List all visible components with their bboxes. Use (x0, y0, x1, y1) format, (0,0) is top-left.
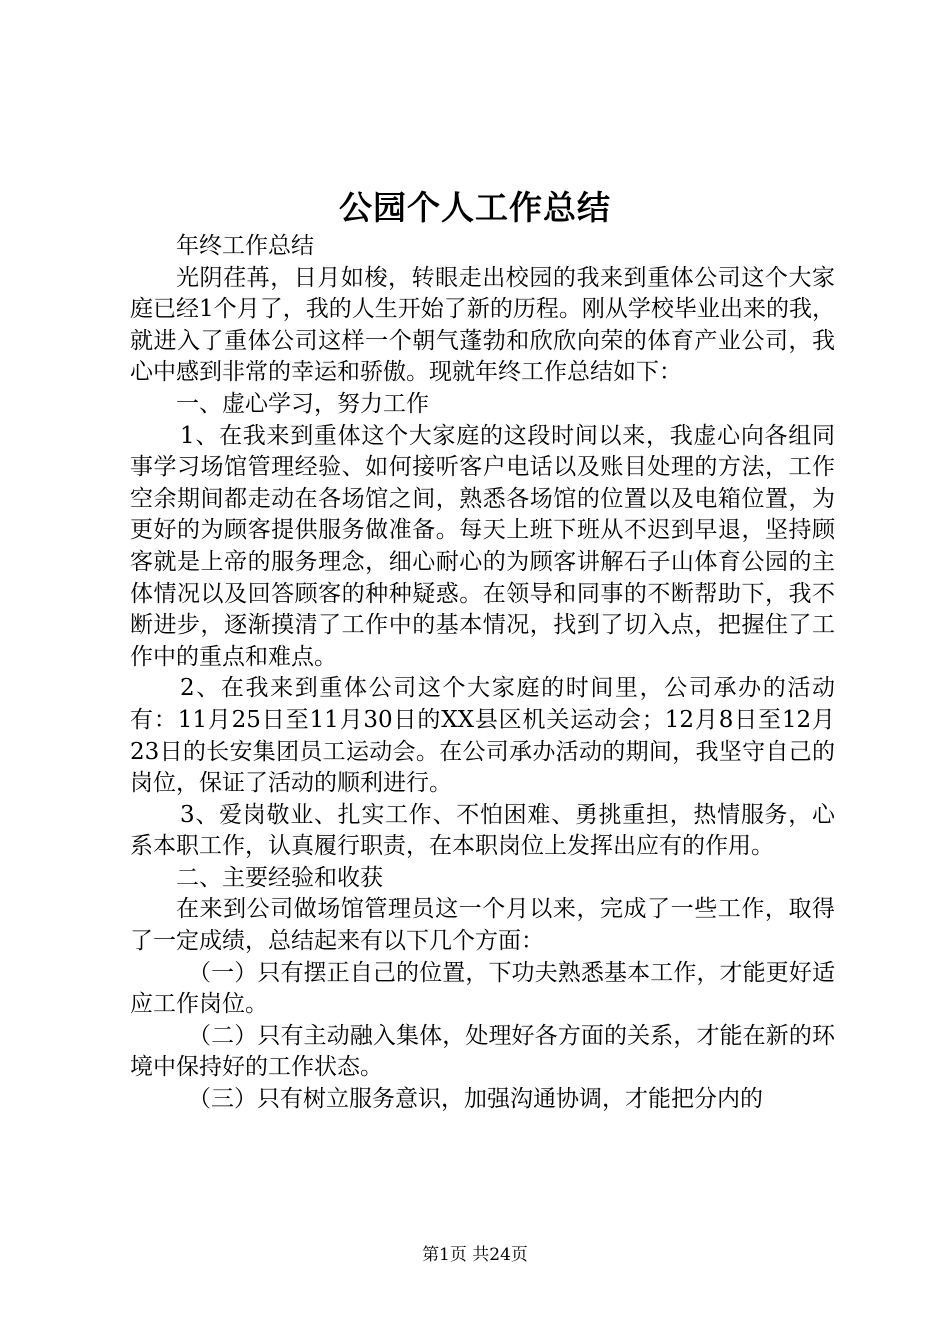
section-heading-1: 一、虚心学习，努力工作 (176, 390, 429, 417)
paragraph-point-1: （一）只有摆正自己的位置，下功夫熟悉基本工作，才能更好适应工作岗位。 (130, 959, 835, 1018)
paragraph-summary: 在来到公司做场馆管理员这一个月以来，完成了一些工作，取得了一定成绩，总结起来有以下几个方面： (130, 896, 835, 955)
paragraph-subtitle: 年终工作总结 (176, 233, 314, 259)
document-body (130, 231, 835, 1116)
page-footer: 第1页 共24页 (422, 1245, 528, 1265)
document-title: 公园个人工作总结 (339, 188, 611, 227)
paragraph-intro: 光阴荏苒，日月如梭，转眼走出校园的我来到重体公司这个大家庭已经1个月了，我的人生开始了新的历程。刚从学校毕业出来的我，就进入了重体公司这样一个朝气蓬勃和欣欣向荣的体育产业公司，我心中感到非常的幸运和骄傲。现就年终工作总结如下： (130, 264, 835, 386)
paragraph-item-3: 3、爱岗敬业、扎实工作、不怕困难、勇挑重担，热情服务，心系本职工作，认真履行职责，在本职岗位上发挥出应有的作用。 (130, 801, 835, 860)
paragraph-item-1: 1、在我来到重体这个大家庭的这段时间以来，我虚心向各组同事学习场馆管理经验、如何接听客户电话以及账目处理的方法，工作空余期间都走动在各场馆之间，熟悉各场馆的位置以及电箱位置，为更好的为顾客提供服务做准备。每天上班下班从不迟到早退，坚持顾客就是上帝的服务理念，细心耐心的为顾客讲解石子山体育公园的主体情况以及回答顾客的种种疑惑。在领导和同事的不断帮助下，我不断进步，逐渐摸清了工作中的基本情况，找到了切入点，把握住了工作中的重点和难点。 (130, 422, 835, 670)
paragraph-point-3: （三）只有树立服务意识，加强沟通协调，才能把分内的 (188, 1086, 763, 1113)
paragraph-point-2: （二）只有主动融入集体，处理好各方面的关系，才能在新的环境中保持好的工作状态。 (130, 1022, 835, 1081)
paragraph-item-2: 2、在我来到重体公司这个大家庭的时间里，公司承办的活动有：11月25日至11月30日的XX县区机关运动会；12月8日至12月23日的长安集团员工运动会。在公司承办活动的期间，我坚守自己的岗位，保证了活动的顺利进行。 (130, 675, 835, 797)
section-heading-2: 二、主要经验和收获 (176, 864, 383, 891)
